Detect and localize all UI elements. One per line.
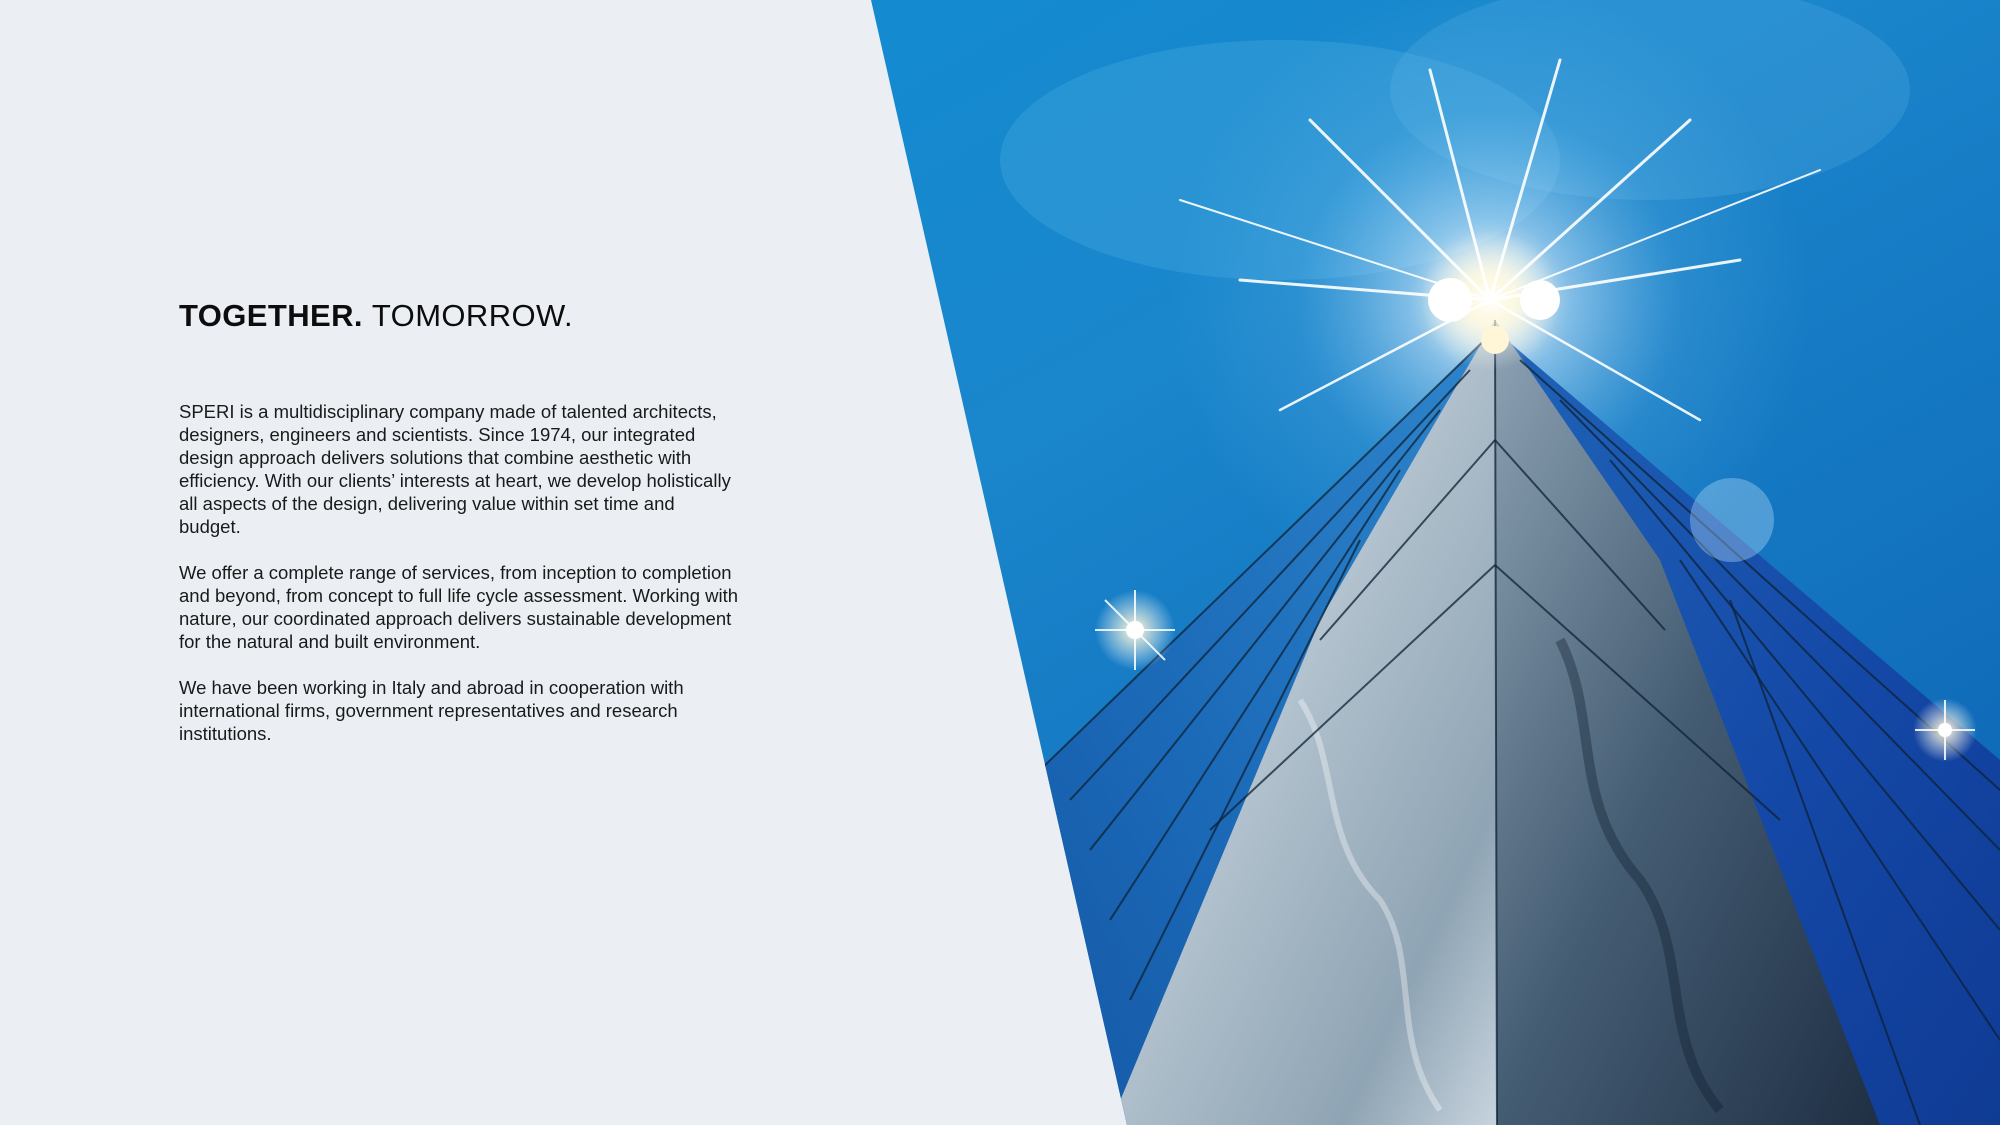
company-description-paragraph: SPERI is a multidisciplinary company made of talented architects, designers, engineers and scientists. Since 1974, our integrated design approach delivers solutions that combine aesthetic with efficiency. With our clients’ interests at heart, we develop holistically all aspects of the design, delivering value within set time and budget. xyxy=(179,401,731,537)
headline-bold: TOGETHER. xyxy=(179,298,363,333)
intro-text-panel xyxy=(179,296,739,768)
cooperation-paragraph: We have been working in Italy and abroad in cooperation with international firms, government representatives and research institutions. xyxy=(179,677,684,744)
services-paragraph: We offer a complete range of services, from inception to completion and beyond, from concept to full life cycle assessment. Working with nature, our coordinated approach delivers sustainable development for the natural and built environment. xyxy=(179,562,739,652)
headline-light: TOMORROW. xyxy=(371,298,573,333)
page-title xyxy=(179,296,739,336)
